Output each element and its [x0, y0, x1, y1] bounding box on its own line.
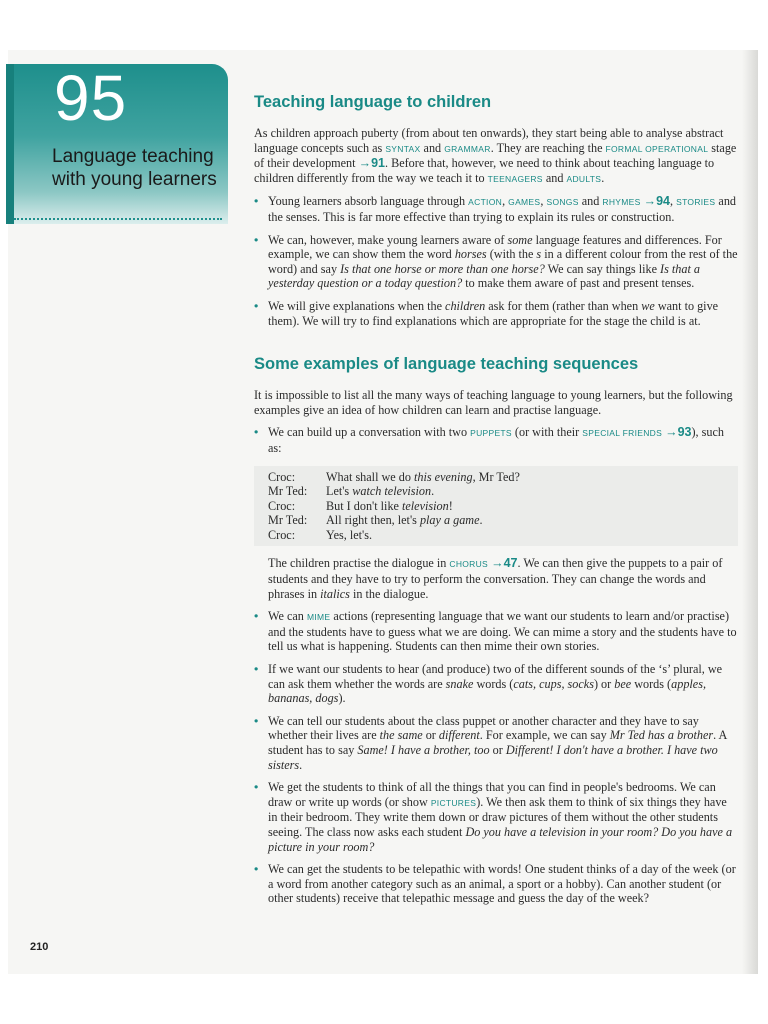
section2-intro: It is impossible to list all the many ways of teaching language to young learners, but the following examples give an idea of how children can learn and practise language.	[254, 388, 733, 417]
list-item: • We can tell our students about the class puppet or another character and they have to say whether their lives are the same or different. For example, we can say Mr Ted has a brother. A student has to say Same! I have a brother, too or Different! I don't have a brother. I have two sisters.	[254, 713, 727, 772]
section2-bullet-list	[254, 425, 738, 455]
main-content	[254, 92, 738, 914]
unit-number: 95	[54, 62, 128, 134]
page-edge-shadow	[742, 50, 758, 974]
section-heading-examples: Some examples of language teaching sequences	[254, 355, 639, 374]
dialogue-line: Croc: But I don't like television!	[268, 498, 453, 513]
section1-intro: As children approach puberty (from about ten onwards), they start being able to analyse abstract language concepts such as SYNTAX and GRAMMAR. They are reaching the FORMAL OPERATIONAL stage of their development →91. Before that, however, we need to think about teaching language to children differently from the way we teach it to TEENAGERS and ADULTS.	[254, 126, 737, 185]
list-item: • We can MIME actions (representing language that we want our students to learn and/or practise) and the students have to guess what we are doing. We can mime a story and the students have to tell us what is happening. Students can then mime their own stories.	[254, 609, 737, 654]
section-heading-teaching-language: Teaching language to children	[254, 93, 492, 111]
list-item: • Young learners absorb language through ACTION, GAMES, SONGS and RHYMES →94, STORIES and the senses. This is far more effective than trying to explain its rules or construction.	[254, 194, 737, 224]
after-dialogue-text: The children practise the dialogue in CHORUS →47. We can then give the puppets to a pair of students and they have to try to perform the conversation. They can change the words and phrases in italics in the dialogue.	[268, 556, 723, 601]
section1-bullet-list	[254, 194, 738, 328]
section2-bullet-list-more	[254, 609, 738, 906]
dialogue-line: Mr Ted: Let's watch television.	[268, 484, 435, 499]
list-item: • If we want our students to hear (and produce) two of the different sounds of the ‘s’ plural, we can ask them whether the words are snake words (cats, cups, socks) or bee words (apples, bananas, dogs).	[254, 662, 723, 706]
cross-ref-93: →93	[665, 425, 692, 440]
unit-header-stripe	[6, 64, 14, 224]
cross-ref-47: →47	[491, 556, 518, 571]
list-item: • We get the students to think of all the things that you can find in people's bedrooms. We can draw or write up words (or show PICTURES). We then ask them to think of six things they have in their bedroom. They write them down or draw pictures of them without the other students seeing. The class now asks each student Do you have a television in your room? Do you have a picture in your room?	[254, 780, 733, 854]
puppet-dialogue	[254, 466, 738, 547]
dialogue-line: Croc: Yes, let's.	[268, 527, 372, 542]
list-item: • We will give explanations when the children ask for them (rather than when we want to give them). We will try to find explanations which are appropriate for the stage the child is at.	[254, 298, 719, 328]
dialogue-line: Croc: What shall we do this evening, Mr Ted?	[268, 469, 520, 484]
unit-title: Language teaching with young learners	[52, 146, 217, 190]
cross-ref-94: →94	[643, 194, 670, 209]
list-item: • We can get the students to be telepathic with words! One student thinks of a day of the week (or a word from another category such as an animal, a sport or a hobby). Can another student (or other students) receive that telepathic message and guess the day of the week?	[254, 862, 736, 906]
cross-ref-91: →91	[358, 156, 385, 171]
list-item: • We can, however, make young learners aware of some language features and differences. For example, we can show them the word horses (with the s in a different colour from the rest of the word) and say Is that one horse or more than one horse? We can say things like Is that a yesterday question or a today question? to make them aware of past and present tenses.	[254, 232, 738, 291]
page-number: 210	[30, 941, 49, 953]
dotted-divider	[14, 218, 222, 220]
dialogue-line: Mr Ted: All right then, let's play a game.	[268, 513, 483, 528]
list-item: • We can build up a conversation with two PUPPETS (or with their SPECIAL FRIENDS →93), such as:	[254, 425, 724, 455]
